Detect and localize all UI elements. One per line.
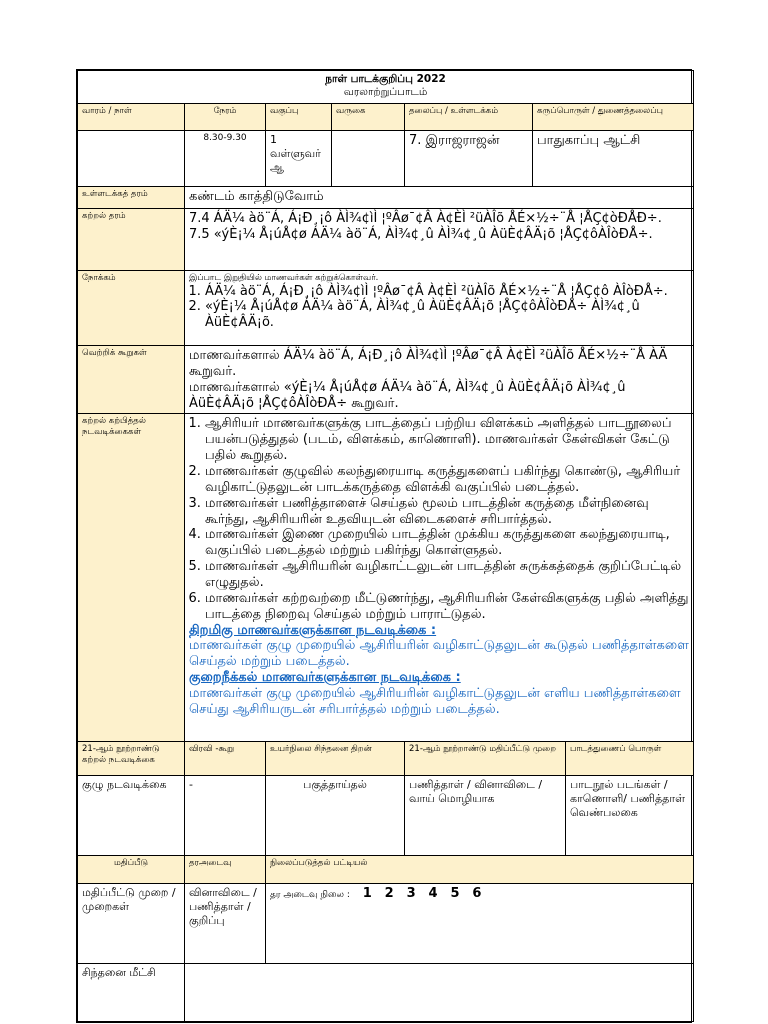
header-row	[78, 104, 694, 131]
century-activity-header: 21-ஆம் நூற்றாண்டு கற்றல் நடவடிக்கை	[78, 742, 185, 776]
activities-list	[189, 416, 689, 622]
assessment-table	[77, 741, 694, 856]
activities-label: கற்றல் கற்பித்தல் நடவடிக்கைகள்	[78, 414, 185, 742]
scale-label: தர அடைவு நிலை :	[270, 890, 350, 901]
objective-item: 2. «ýÈ¡¼ Å¡úÅ¢ø ÁÄ¼ àö¨Á, ÀÌ¾¢¸û ÀüÈ¢ÂÄ¡õ ¦ÅÇ¢ôÀÎòÐÅ÷ ÀÌ¾¢¸û ÀüÈ¢ÂÄ¡õ.	[205, 299, 689, 331]
evaluation-method-value: மதிப்பீட்டு முறை / முறைகள்	[78, 884, 185, 964]
title-line-2: வரலாற்றுப்பாடம்	[343, 86, 428, 99]
content-standard-row	[78, 187, 694, 209]
cross-element-value: -	[185, 776, 266, 856]
reflection-value	[185, 964, 694, 1022]
content-standard-label: உள்ளடக்கத் தரம்	[78, 187, 185, 209]
reflection-label: சிந்தனை மீட்சி	[78, 964, 185, 1022]
success-criteria-label: வெற்றிக் கூறுகள்	[78, 346, 185, 414]
activity-item: 4. மாணவர்கள் இணை முறையில் பாடத்தின் முக்கிய கருத்துகளை கலந்துரையாடி, வகுப்பில் படைத்தல் மற்றும் பகிர்ந்து கொள்ளுதல்.	[205, 527, 689, 559]
info-week-day	[78, 131, 185, 187]
header-attendance: வருகை	[332, 104, 405, 131]
learning-standard-line-1: 7.4 ÁÄ¼ àö¨Á, Á¡Ð¸¡ô ÀÌ¾¢ìÌ ¦ºÂø¯¢Â À¢ÈÌ ²üÀÎõ ÅÉ×½÷¨Å ¦ÅÇ¢òÐÅÐ÷.	[189, 211, 662, 226]
success-criteria-line-2: மாணவர்களால் «ýÈ¡¼ Å¡úÅ¢ø ÁÄ¼ àö¨Á, ÀÌ¾¢¸û ÀüÈ¢ÂÄ¡õ ÀÌ¾¢¸û ÀüÈ¢ÂÄ¡õ ¦ÅÇ¢ôÀÎòÐÅ÷ கூறுவர்.	[189, 379, 626, 411]
objective-row	[78, 271, 694, 346]
scale-level: 4	[428, 886, 438, 902]
century-assessment-value: பணித்தாள் / வினாவிடை / வாய் மொழியாக	[405, 776, 566, 856]
reflection-row	[78, 964, 694, 1022]
objective-value	[185, 271, 694, 346]
objective-list	[189, 284, 689, 332]
century-activity-value: குழு நடவடிக்கை	[78, 776, 185, 856]
info-attendance	[332, 131, 405, 187]
achievement-header: தரஅடைவு	[185, 856, 266, 884]
info-topic: 7. இராஜராஜன்	[405, 131, 533, 187]
teaching-aid-header: பாடத்துணைப் பொருள்	[566, 742, 694, 776]
record-list-header: நிலைப்படுத்தல் பட்டியல்	[266, 856, 694, 884]
title-row	[78, 71, 694, 104]
reflection-table	[77, 855, 694, 1022]
scale-level: 2	[384, 886, 394, 902]
lesson-plan-sheet	[76, 69, 692, 1023]
remedial-text: மாணவர்கள் குழு முறையில் ஆசிரியரின் வழிகாட்டுதலுடன் எளிய பணித்தாள்களை செய்து ஆசிரியருடன் சரிபார்த்தல் மற்றும் படைத்தல்.	[189, 686, 681, 717]
header-theme: கருப்பொருள் / துணைத்தலைப்பு	[533, 104, 694, 131]
success-criteria-line-1: மாணவர்களால் ÁÄ¼ àö¨Á, Á¡Ð¸¡ô ÀÌ¾¢ìÌ ¦ºÂø¯¢Â À¢ÈÌ ²üÀÎõ ÅÉ×½÷¨Å ÀÄ கூறுவர்.	[189, 348, 668, 379]
objective-intro: இப்பாட இறுதியில் மாணவர்கள் கற்றுக்கொள்வர்.	[189, 273, 379, 283]
cross-element-header: விரவி -கூறு	[185, 742, 266, 776]
activity-item: 2. மாணவர்கள் குழுவில் கலந்துரையாடி கருத்துகளைப் பகிர்ந்து கொண்டு, ஆசிரியர் வழிகாட்டுதலுடன் பாடக்கருத்தை விளக்கி வகுப்பில் படைத்தல்.	[205, 464, 689, 496]
scale-level: 6	[472, 886, 482, 902]
activities-row	[78, 414, 694, 742]
century-assessment-header: 21-ஆம் நூற்றாண்டு மதிப்பீட்டு முறை	[405, 742, 566, 776]
activity-item: 5. மாணவர்கள் ஆசிரியரின் வழிகாட்டலுடன் பாடத்தின் சுருக்கத்தைக் குறிப்பேட்டில் எழுதுதல்.	[205, 559, 689, 591]
scale-level: 1	[362, 886, 372, 902]
activity-item: 6. மாணவர்கள் கற்றவற்றை மீட்டுணர்ந்து, ஆசிரியரின் கேள்விகளுக்கு பதில் அளித்து பாடத்தை நிறைவு செய்தல் மற்றும் பாராட்டுதல்.	[205, 591, 689, 623]
hots-header: உயர்நிலை சிந்தனை திறன்	[266, 742, 405, 776]
info-time: 8.30-9.30	[185, 131, 266, 187]
scale-level: 3	[406, 886, 416, 902]
teaching-aid-value: பாடநூல் படங்கள் /காணொளி/ பணித்தாள் வெண்பலகை	[566, 776, 694, 856]
enrichment-heading: திறமிகு மாணவர்களுக்கான நடவடிக்கை :	[189, 622, 437, 638]
success-criteria-value	[185, 346, 694, 414]
header-time: நேரம்	[185, 104, 266, 131]
enrichment-text: மாணவர்கள் குழு முறையில் ஆசிரியரின் வழிகாட்டுதலுடன் கூடுதல் பணித்தாள்களை செய்தல் மற்றும் படைத்தல்.	[189, 638, 689, 670]
objective-label: நோக்கம்	[78, 271, 185, 346]
header-week-day: வாரம் / நாள்	[78, 104, 185, 131]
scale-level: 5	[450, 886, 460, 902]
hots-value: பகுத்தாய்தல்	[266, 776, 405, 856]
century-header-row	[78, 742, 694, 776]
learning-standard-row	[78, 209, 694, 271]
info-class: 1 வள்ளுவர் ஆ	[266, 131, 332, 187]
activity-item: 3. மாணவர்கள் பணித்தாளைச் செய்தல் மூலம் பாடத்தின் கருத்தை மீள்நினைவு கூர்ந்து, ஆசிரியரின் உதவியுடன் விடைகளைச் சரிபார்த்தல்.	[205, 496, 689, 528]
remedial-heading: குறைநீக்கல் மாணவர்களுக்கான நடவடிக்கை :	[189, 670, 461, 686]
info-row	[78, 131, 694, 187]
achievement-value: வினாவிடை / பணித்தாள் / குறிப்பு	[185, 884, 266, 964]
learning-standard-label: கற்றல் தரம்	[78, 209, 185, 271]
learning-standard-line-2: 7.5 «ýÈ¡¼ Å¡úÅ¢ø ÁÄ¼ àö¨Á, ÀÌ¾¢¸û ÀÌ¾¢¸û ÀüÈ¢ÂÄ¡õ ¦ÅÇ¢ôÀÎòÐÅ÷.	[189, 226, 653, 242]
content-standard-value: கண்டம் காத்திடுவோம்	[185, 187, 694, 209]
century-value-row	[78, 776, 694, 856]
info-subtopic: பாதுகாப்பு ஆட்சி	[533, 131, 694, 187]
learning-standard-value	[185, 209, 694, 271]
activities-value	[185, 414, 694, 742]
achievement-scale	[266, 884, 694, 964]
success-criteria-row	[78, 346, 694, 414]
lesson-plan-table	[77, 70, 694, 742]
header-class: வகுப்பு	[266, 104, 332, 131]
objective-item: 1. ÁÄ¼ àö¨Á, Á¡Ð¸¡ô ÀÌ¾¢ìÌ ¦ºÂø¯¢Â À¢ÈÌ ²üÀÎõ ÅÉ×½÷¨Å ¦ÅÇ¢ô ÀÎòÐÅ÷.	[205, 284, 689, 300]
evaluation-header: மதிப்பீடு	[78, 856, 185, 884]
header-topic: தலைப்பு / உள்ளடக்கம்	[405, 104, 533, 131]
title-line-1: நாள் பாடக்குறிப்பு 2022	[325, 73, 446, 85]
activity-item: 1. ஆசிரியர் மாணவர்களுக்கு பாடத்தைப் பற்றிய விளக்கம் அளித்தல் பாடநூலைப் பயன்படுத்துதல் (படம், விளக்கம், காணொளி). மாணவர்கள் கேள்விகள் கேட்டு பதில் கூறுதல்.	[205, 416, 689, 464]
document-title	[78, 71, 694, 104]
evaluation-value-row	[78, 884, 694, 964]
evaluation-header-row	[78, 856, 694, 884]
